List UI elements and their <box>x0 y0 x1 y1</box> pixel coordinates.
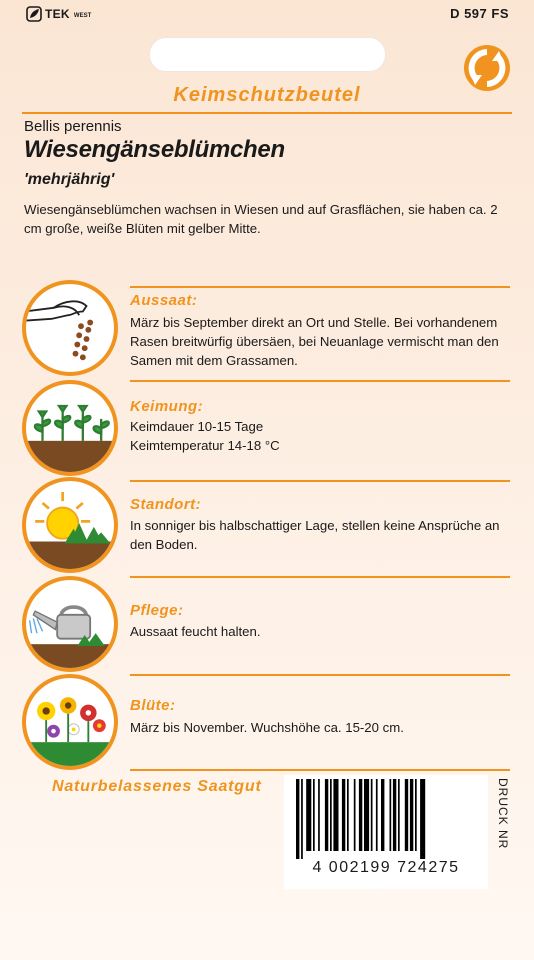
barcode-bar <box>333 779 338 851</box>
section-title-standort: Standort: <box>130 496 202 513</box>
product-code: D 597 FS <box>450 6 509 21</box>
barcode-bar <box>313 779 315 851</box>
section-title-keimung: Keimung: <box>130 398 204 415</box>
section-text-bluete: März bis November. Wuchshöhe ca. 15-20 cm. <box>130 720 404 735</box>
barcode-bar <box>296 779 299 859</box>
brand-sub: WEST <box>73 12 92 19</box>
section-divider <box>130 286 510 288</box>
sowing-hand-icon <box>22 280 118 376</box>
leaf-logo-icon <box>26 6 42 22</box>
barcode-bar <box>376 779 378 851</box>
barcode <box>284 775 488 889</box>
section-divider <box>130 576 510 578</box>
barcode-bar <box>318 779 320 851</box>
barcode-bar <box>342 779 345 851</box>
section-title-bluete: Blüte: <box>130 697 176 714</box>
section-divider <box>130 480 510 482</box>
blank-label-field <box>149 37 386 72</box>
variety-name: 'mehrjährig' <box>24 171 115 188</box>
barcode-bar <box>330 779 332 851</box>
barcode-bar <box>398 779 400 851</box>
brand-logo <box>26 6 91 22</box>
barcode-bar <box>415 779 417 851</box>
flowers-icon <box>22 674 118 770</box>
section-text-keimung <box>130 417 515 455</box>
barcode-bar <box>390 779 392 851</box>
section-divider <box>130 380 510 382</box>
barcode-bar <box>410 779 413 851</box>
seedlings-icon <box>22 380 118 476</box>
barcode-bar <box>301 779 303 859</box>
keimtemperatur-text: Keimtemperatur 14-18 °C <box>130 438 280 453</box>
barcode-bar <box>371 779 373 851</box>
barcode-bar <box>381 779 384 851</box>
keimdauer-text: Keimdauer 10-15 Tage <box>130 419 264 434</box>
plant-description: Wiesengänseblümchen wachsen in Wiesen und auf Grasflächen, sie haben ca. 2 cm große, weiße Blüten mit gelber Mitte. <box>24 202 498 236</box>
brand-name: TEK <box>45 7 70 21</box>
latin-name: Bellis perennis <box>24 118 122 135</box>
section-text-pflege: Aussaat feucht halten. <box>130 624 261 639</box>
barcode-bar <box>393 779 396 851</box>
section-divider <box>130 674 510 676</box>
barcode-bar <box>420 779 425 859</box>
barcode-bar <box>405 779 408 851</box>
barcode-bar <box>347 779 349 851</box>
section-divider <box>130 769 510 771</box>
barcode-bar <box>354 779 356 851</box>
barcode-bar <box>359 779 362 851</box>
section-text-standort: In sonniger bis halbschattiger Lage, stellen keine Ansprüche an den Boden. <box>130 518 500 552</box>
druck-label: DRUCK NR <box>496 778 510 850</box>
barcode-number: 4 002199 724275 <box>312 859 460 876</box>
sun-plants-icon <box>22 477 118 573</box>
barcode-bar <box>325 779 328 851</box>
category-label: Keimschutzbeutel <box>173 84 361 106</box>
barcode-bar <box>364 779 369 851</box>
common-name: Wiesengänseblümchen <box>24 136 285 163</box>
section-text-aussaat: März bis September direkt an Ort und Stelle. Bei vorhandenem Rasen breitwürfig übersäen, bei Neuanlage vermischt man den Samen mit dem Grassamen. <box>130 315 499 368</box>
section-title-pflege: Pflege: <box>130 602 184 619</box>
title-divider <box>22 112 512 114</box>
section-title-aussaat: Aussaat: <box>130 292 198 309</box>
barcode-bar <box>306 779 311 851</box>
watering-can-icon <box>22 576 118 672</box>
footer-note: Naturbelassenes Saatgut <box>52 778 262 795</box>
